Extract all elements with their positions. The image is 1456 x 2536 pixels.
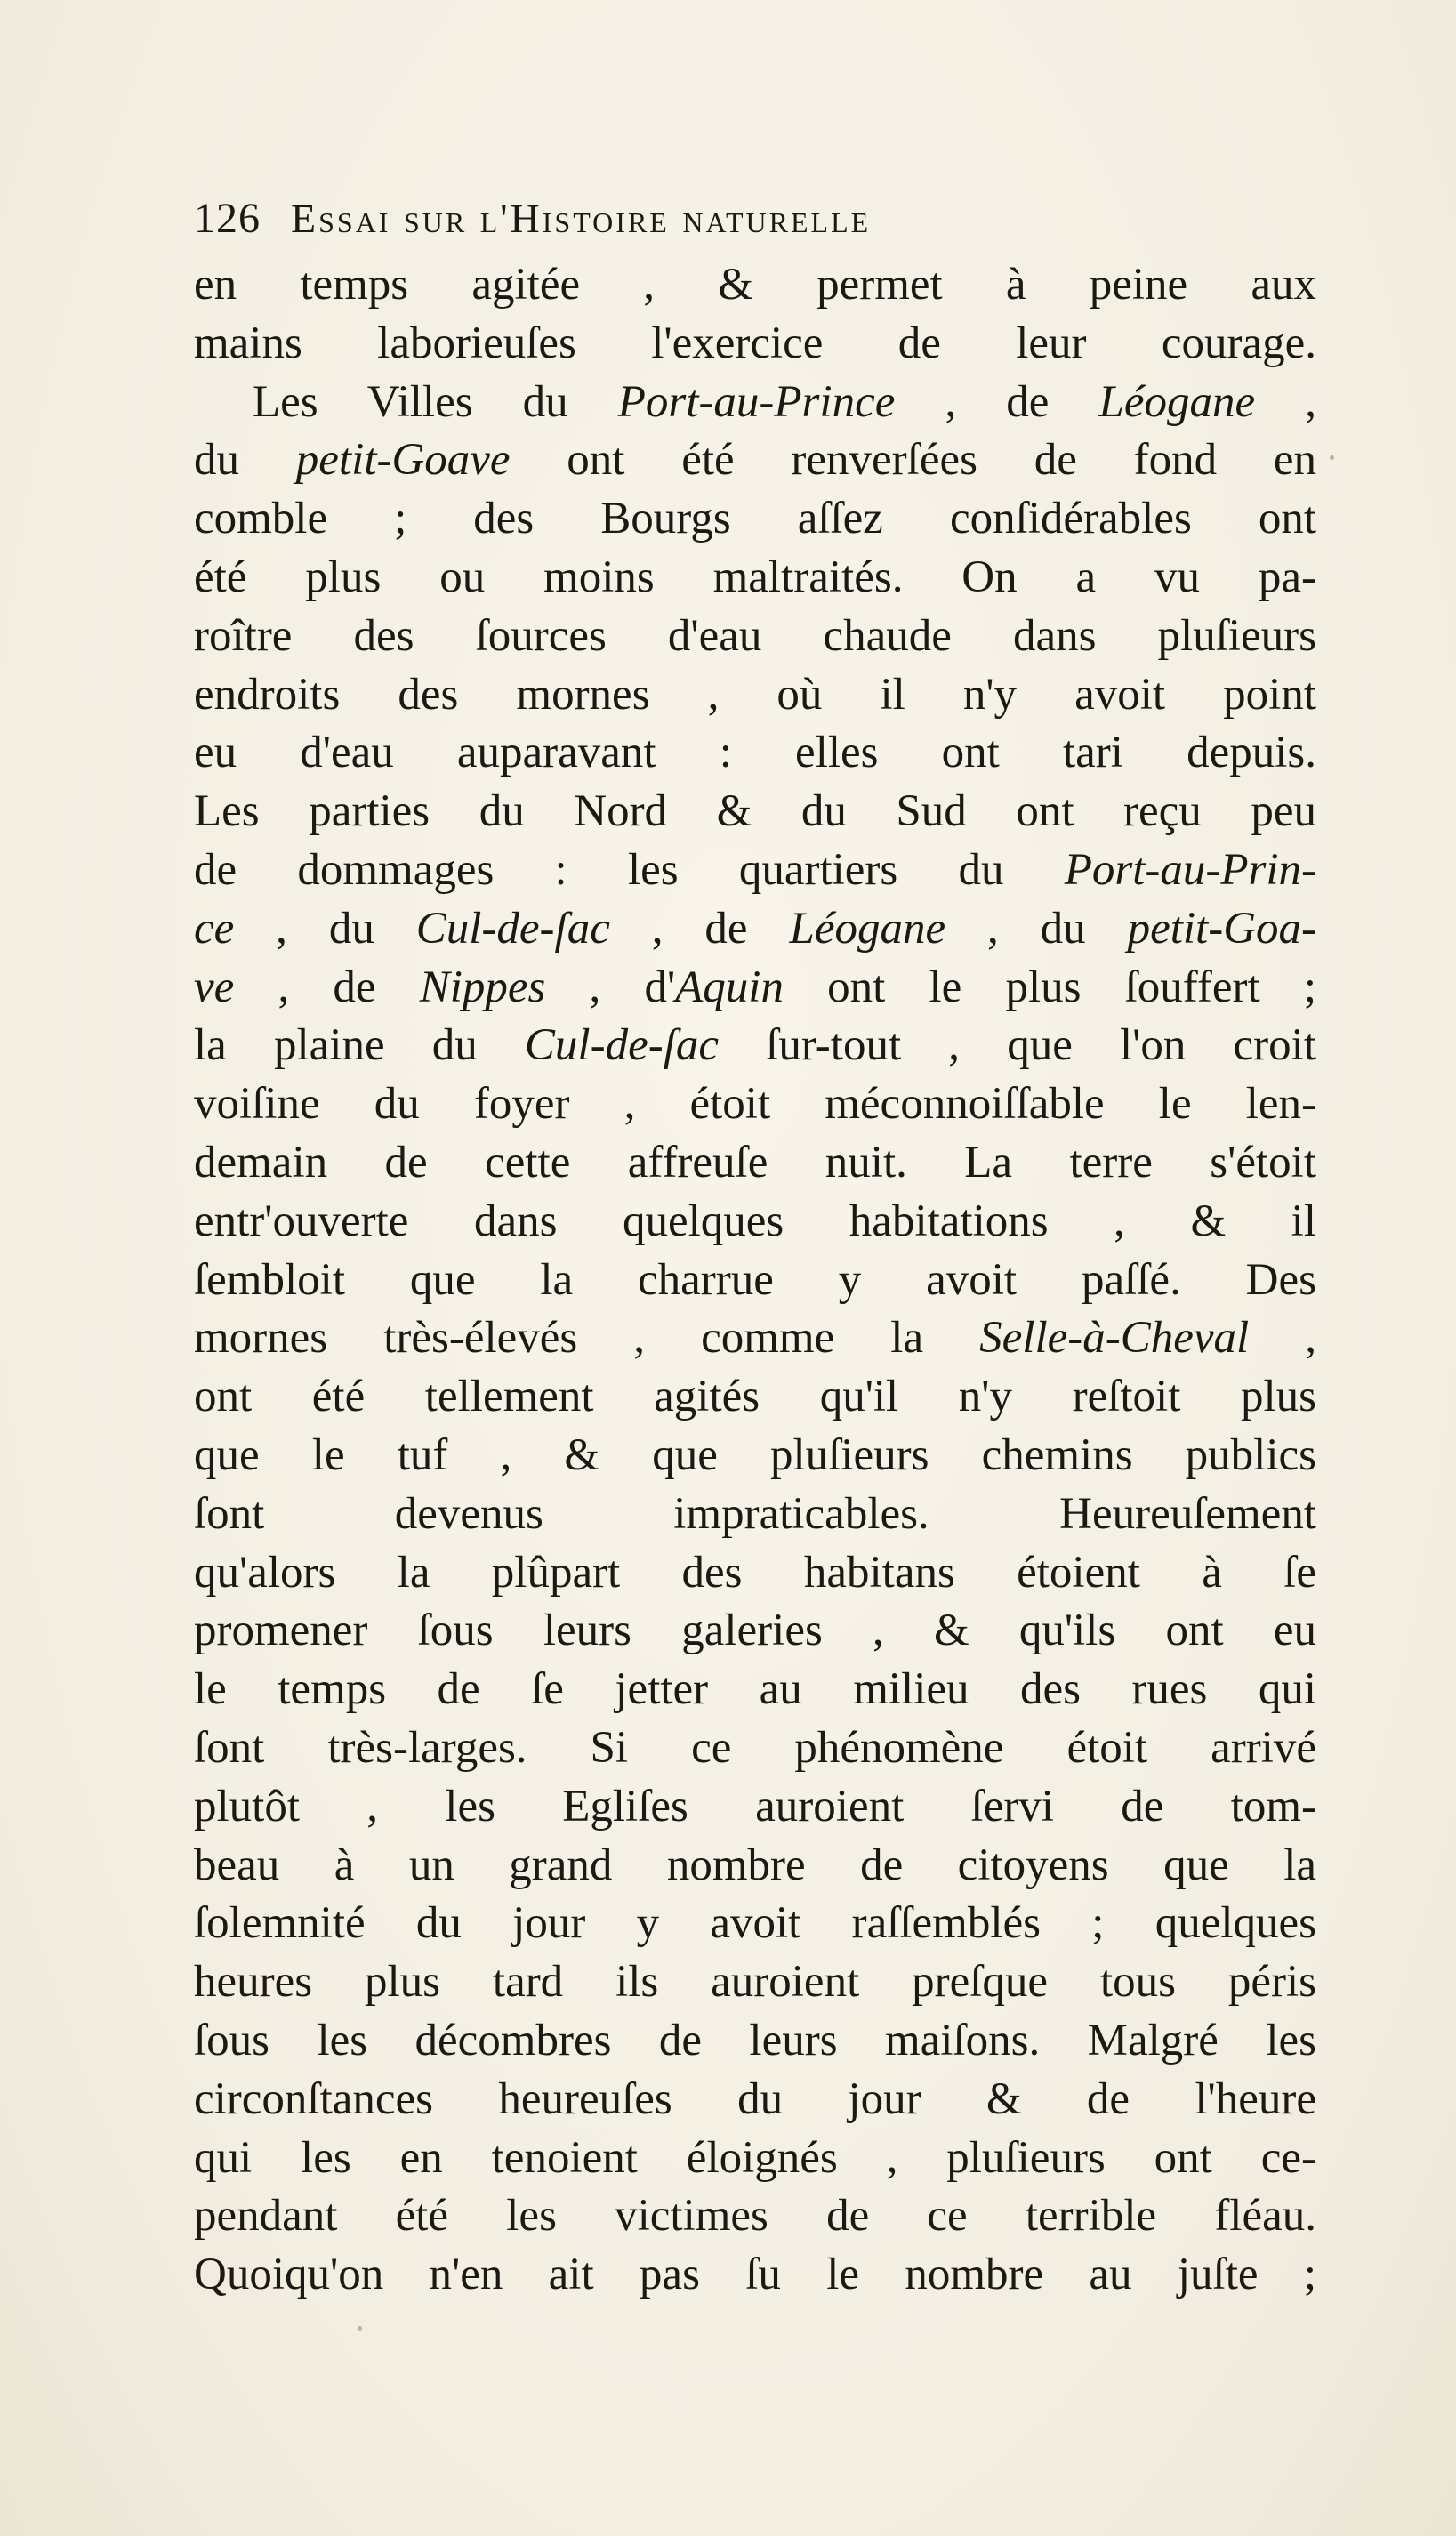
italic-text: Port-au-Prince — [617, 376, 896, 427]
text-run: en temps agitée , & permet à peine aux — [194, 260, 1316, 310]
text-block — [194, 194, 1316, 2305]
text-run: voiſine du foyer , étoit méconnoiſſable le len- — [194, 1079, 1316, 1130]
text-line — [194, 1778, 1316, 1837]
text-line — [194, 1309, 1316, 1368]
text-line — [194, 1602, 1316, 1661]
text-line — [194, 1193, 1316, 1252]
text-line — [194, 2012, 1316, 2071]
text-line — [194, 783, 1316, 841]
text-run: de dommages : les quartiers du — [194, 844, 1065, 895]
text-line — [194, 2129, 1316, 2188]
text-line — [194, 2071, 1316, 2129]
text-line — [194, 1485, 1316, 1544]
text-line — [194, 2187, 1316, 2246]
text-run: endroits des mornes , où il n'y avoit point — [194, 669, 1316, 720]
text-line — [194, 666, 1316, 725]
paper-speck — [358, 2326, 362, 2331]
italic-text: Léogane — [1098, 376, 1256, 427]
text-line — [194, 549, 1316, 608]
text-line — [194, 431, 1316, 490]
text-line — [194, 1368, 1316, 1427]
italic-text: Cul-de-ſac — [524, 1020, 720, 1071]
text-run: , de — [234, 962, 420, 1012]
text-run: , — [1249, 1313, 1316, 1364]
text-line — [194, 1134, 1316, 1193]
text-line — [194, 900, 1316, 959]
text-line — [194, 374, 1316, 432]
text-run: que le tuf , & que pluſieurs chemins publics — [194, 1429, 1316, 1480]
text-line — [194, 2246, 1316, 2305]
text-run: roître des ſources d'eau chaude dans pluſieurs — [194, 610, 1316, 661]
text-run: demain de cette affreuſe nuit. La terre s'étoit — [194, 1137, 1316, 1187]
text-run: Les parties du Nord & du Sud ont reçu peu — [194, 786, 1316, 837]
text-run: du — [194, 435, 296, 486]
italic-text: Aquin — [675, 962, 784, 1012]
text-run: ſont devenus impraticables. Heureuſement — [194, 1488, 1316, 1539]
text-line — [194, 608, 1316, 666]
text-run: Quoiqu'on n'en ait pas ſu le nombre au juſte ; — [194, 2250, 1316, 2300]
text-run: eu d'eau auparavant : elles ont tari depuis. — [194, 728, 1316, 778]
text-run: , d' — [545, 962, 676, 1012]
text-line — [194, 1075, 1316, 1134]
text-run: entr'ouverte dans quelques habitations , & il — [194, 1196, 1316, 1246]
italic-text: petit-Goa- — [1127, 903, 1317, 954]
text-run: ſont très-larges. Si ce phénomène étoit arrivé — [194, 1722, 1316, 1773]
paper-speck — [1330, 455, 1334, 460]
text-run: promener ſous leurs galeries , & qu'ils ont eu — [194, 1606, 1316, 1656]
text-line — [194, 724, 1316, 783]
running-head-title: Essai sur l'Histoire naturelle — [291, 196, 872, 241]
text-run: Les Villes du — [253, 376, 618, 427]
italic-text: ve — [194, 962, 235, 1012]
text-run: ſur-tout , que l'on croit — [719, 1020, 1316, 1071]
text-run: heures plus tard ils auroient preſque tous péris — [194, 1957, 1316, 2008]
text-run: pendant été les victimes de ce terrible fléau. — [194, 2191, 1316, 2242]
text-line — [194, 959, 1316, 1018]
text-run: , du — [945, 903, 1128, 954]
text-run: ſolemnité du jour y avoit raſſemblés ; quelques — [194, 1898, 1316, 1949]
text-line — [194, 490, 1316, 549]
text-run: été plus ou moins maltraités. On a vu pa- — [194, 551, 1316, 602]
text-run: circonſtances heureuſes du jour & de l'heure — [194, 2073, 1316, 2124]
text-run: ſembloit que la charrue y avoit paſſé. Des — [194, 1254, 1316, 1305]
italic-text: Port-au-Prin- — [1064, 844, 1316, 895]
italic-text: Cul-de-ſac — [415, 903, 610, 954]
text-run: ont le plus ſouffert ; — [783, 962, 1316, 1012]
body-text — [194, 256, 1316, 2305]
text-run: ont été tellement agités qu'il n'y reſtoit plus — [194, 1372, 1316, 1422]
text-run: , de — [895, 376, 1099, 427]
text-run: , de — [609, 903, 790, 954]
italic-text: petit-Goave — [295, 435, 511, 486]
text-line — [194, 1017, 1316, 1075]
text-line — [194, 1719, 1316, 1778]
text-line — [194, 1427, 1316, 1485]
running-head — [194, 194, 1316, 256]
text-line — [194, 1837, 1316, 1896]
page-number: 126 — [194, 195, 261, 242]
text-line — [194, 1895, 1316, 1953]
text-line — [194, 1661, 1316, 1719]
text-run: mornes très-élevés , comme la — [194, 1313, 980, 1364]
text-line — [194, 1252, 1316, 1310]
text-run: le temps de ſe jetter au milieu des rues qui — [194, 1664, 1316, 1715]
text-run: qui les en tenoient éloignés , pluſieurs ont ce- — [194, 2132, 1316, 2183]
text-line — [194, 1544, 1316, 1603]
italic-text: Selle-à-Cheval — [979, 1313, 1250, 1364]
text-run: la plaine du — [194, 1020, 525, 1071]
text-run: ſous les décombres de leurs maiſons. Malgré les — [194, 2015, 1316, 2065]
text-run: ont été renverſées de fond en — [510, 435, 1316, 486]
text-run: qu'alors la plûpart des habitans étoient à ſe — [194, 1547, 1316, 1598]
text-run: , — [1255, 376, 1316, 427]
italic-text: ce — [194, 903, 235, 954]
text-run: beau à un grand nombre de citoyens que la — [194, 1840, 1316, 1890]
italic-text: Nippes — [419, 962, 546, 1012]
text-run: , du — [234, 903, 416, 954]
text-line — [194, 841, 1316, 900]
text-run: plutôt , les Egliſes auroient ſervi de tom- — [194, 1781, 1316, 1832]
text-run: comble ; des Bourgs aſſez conſidérables ont — [194, 494, 1316, 544]
text-line — [194, 1953, 1316, 2012]
text-run: mains laborieuſes l'exercice de leur courage. — [194, 318, 1316, 368]
text-line — [194, 315, 1316, 374]
text-line — [194, 256, 1316, 315]
italic-text: Léogane — [789, 903, 946, 954]
